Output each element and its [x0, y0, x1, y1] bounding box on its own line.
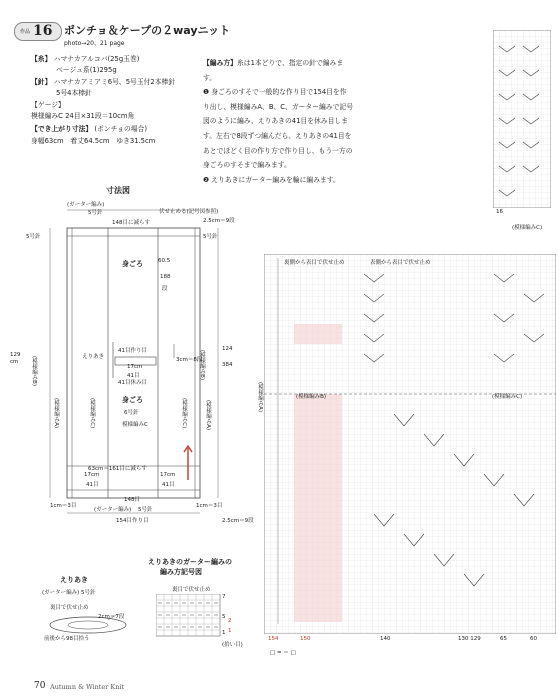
col-65: 65	[500, 636, 507, 642]
col-154: 154	[268, 636, 279, 642]
left-pattern-b-label: (模様編みB)	[31, 356, 37, 387]
lower-needle-label: 6号針	[124, 410, 139, 416]
left-pattern-a-label: (模様編みA)	[53, 398, 59, 429]
cast-161-label: 63cm＝161目に減らす	[88, 466, 147, 472]
upper-height-cm: 60.5	[158, 258, 171, 264]
col-60: 60	[530, 636, 537, 642]
chart-legend: □ = ＝ □	[270, 650, 296, 656]
photo-reference: photo→20、21 page	[64, 40, 125, 47]
pattern-b-upper	[294, 324, 342, 344]
bottom-148: 148目	[124, 497, 140, 503]
neck-diagram-pickup: 裏目で伏せ止め	[50, 605, 89, 611]
chart-pattern-c-label: (模様編みC)	[492, 394, 523, 400]
neck-ring-inner	[68, 621, 108, 629]
col-140: 140	[380, 636, 391, 642]
top-needle-label: 5号針	[88, 210, 103, 216]
needle-line-2: 5号4本棒針	[56, 89, 92, 97]
neck-width-sts: 41目	[127, 373, 140, 379]
size-row	[31, 123, 147, 133]
chart-pattern-a-label: (模様編みA)	[257, 382, 263, 413]
page-number: 70	[34, 681, 46, 691]
lower-pattern-c: 模様編みC	[122, 422, 148, 428]
left-pattern-c-label: (模様編みC)	[89, 398, 95, 429]
left-41sts: 41目	[86, 482, 99, 488]
upper-rows-unit: 段	[162, 286, 168, 292]
neck-chart-title-2: 編み方記号図	[160, 568, 202, 576]
neck-chart-row-5: 5	[222, 614, 226, 620]
chart-top-note-2: 表側から表目で伏せ止め	[370, 260, 431, 266]
right-pattern-a-label: (模様編みA)	[205, 400, 211, 431]
bottom-garter-label: (ガーター編み)	[94, 507, 132, 513]
instructions	[203, 56, 353, 187]
chart-top-note-1: 裏側から表目で伏せ止め	[284, 260, 345, 266]
lower-body-label: 身ごろ	[122, 396, 143, 404]
neck-chart-row-7: 7	[222, 594, 226, 600]
right-1cm-3sts: 1cm＝3目	[196, 503, 223, 509]
gauge-label: 【ゲージ】	[31, 101, 65, 109]
book-title: Autumn & Winter Knit	[50, 683, 125, 691]
left-1cm-3sts: 1cm＝3目	[50, 503, 77, 509]
neck-chart-title-1: えりあきのガーター編みの	[148, 558, 232, 566]
instructions-intro: 糸は1本どりで、指定の針で編みます。	[203, 59, 344, 82]
instructions-heading: 【編み方】	[203, 59, 237, 67]
neck-chart-cols	[164, 594, 212, 636]
size-label: 【でき上がり寸法】	[31, 125, 93, 133]
instructions-step-1: ❶ 身ごろのすそで一般的な作り目で154目を作り出し、模様編みA、B、C、ガーター編みで記号図のように編み、えりあきの41目を休み目します。左右で8段ずつ編んだら、えりあきの41目をあとでほどく目の作り方で作り目し、もう一方の身ごろのすそまで編みます。	[203, 88, 353, 170]
size-note: (ポンチョの場合)	[94, 125, 148, 133]
top-right-pattern-label: (模様編みC)	[512, 225, 543, 231]
neck-chart-mark-2: 2	[228, 618, 232, 624]
needle-line-1: ハマナカアミアミ6号、5号玉付2本棒針	[53, 78, 176, 86]
neck-diagram-dim: 2cm＝7段	[98, 614, 125, 620]
right-pattern-b-label: (模様編みB)	[199, 350, 205, 381]
col-150: 150	[300, 636, 311, 642]
left-17cm: 17cm	[84, 472, 100, 478]
col-130-129: 130 129	[458, 636, 481, 642]
bottom-needle-label: 5号針	[138, 507, 153, 513]
neck-chart-mark-1: 1	[228, 628, 232, 634]
needle-row	[31, 76, 175, 86]
total-height-left: 129	[10, 352, 21, 358]
top-right-chart-grid	[493, 30, 551, 208]
badge-label: 作品	[20, 29, 31, 35]
total-rows-right: 384	[222, 362, 233, 368]
right-41sts: 41目	[162, 482, 175, 488]
neck-rows: 3cm＝8段	[176, 357, 203, 363]
cast-on-154: 154目作り目	[116, 518, 149, 524]
upper-height-rows: 188	[160, 274, 171, 280]
neck-chart-note: (拾い目)	[222, 642, 243, 648]
pattern-b-highlight	[294, 394, 342, 622]
neck-chart-row-1: 1	[222, 630, 226, 636]
bottom-garter-rows: 2.5cm＝9段	[222, 518, 254, 524]
yarn-line-1: ハマナカアルコバ(25g玉巻)	[53, 55, 140, 63]
neck-ring-drawing	[36, 610, 146, 648]
needle-label: 【針】	[31, 78, 52, 86]
dim-top-rows: 2.5cm＝9段	[203, 218, 235, 224]
top-right-row-label: 16	[496, 209, 503, 215]
neck-cast-on: 41目作り目	[118, 348, 147, 354]
upper-body-label: 身ごろ	[122, 260, 143, 268]
instructions-step-2: ❷ えりあきにガーター編みを輪に編みます。	[203, 175, 340, 184]
top-garter-label: (ガーター編み)	[67, 202, 105, 208]
top-right-chart	[493, 30, 551, 208]
diagram-title: 寸法図	[106, 186, 130, 195]
total-height-left-unit: cm	[10, 359, 19, 365]
yarn-row	[31, 53, 139, 63]
neck-rest: 41目休み目	[118, 380, 147, 386]
size-line: 身幅63cm 着丈64.5cm ゆき31.5cm	[31, 137, 156, 145]
right-17cm: 17cm	[160, 472, 176, 478]
total-height-right: 124	[222, 346, 233, 352]
neck-diagram-garter: (ガーター編み) 5号針	[42, 590, 96, 596]
neck-diagram-title: えりあき	[60, 576, 88, 584]
bind-off-note: 伏せ止める(記号図参照)	[159, 209, 219, 215]
yarn-label: 【糸】	[31, 55, 52, 63]
neck-diagram-pickup-note: 前後から98目拾う	[44, 636, 90, 642]
right-pattern-c-label: (模様編みC)	[181, 398, 187, 429]
yarn-line-2: ベージュ系(1)295g	[56, 66, 117, 74]
neck-chart-bind-note: 裏目で伏せ止め	[172, 587, 211, 593]
main-stitch-chart	[264, 254, 556, 634]
gauge-line: 模様編みC 24目×31段＝10cm角	[31, 112, 135, 120]
neck-width-cm: 17cm	[127, 364, 143, 370]
pattern-number-badge	[14, 22, 62, 41]
neck-label: えりあき	[82, 354, 105, 360]
right-needle-label: 5号針	[203, 234, 218, 240]
page-title: ポンチョ＆ケープの２wayニット	[64, 24, 231, 37]
reduce-148-label: 148目に減らす	[112, 220, 150, 226]
badge-number: 16	[33, 23, 53, 39]
left-needle-label: 5号針	[26, 234, 41, 240]
chart-pattern-b-label: (模様編みB)	[296, 394, 327, 400]
